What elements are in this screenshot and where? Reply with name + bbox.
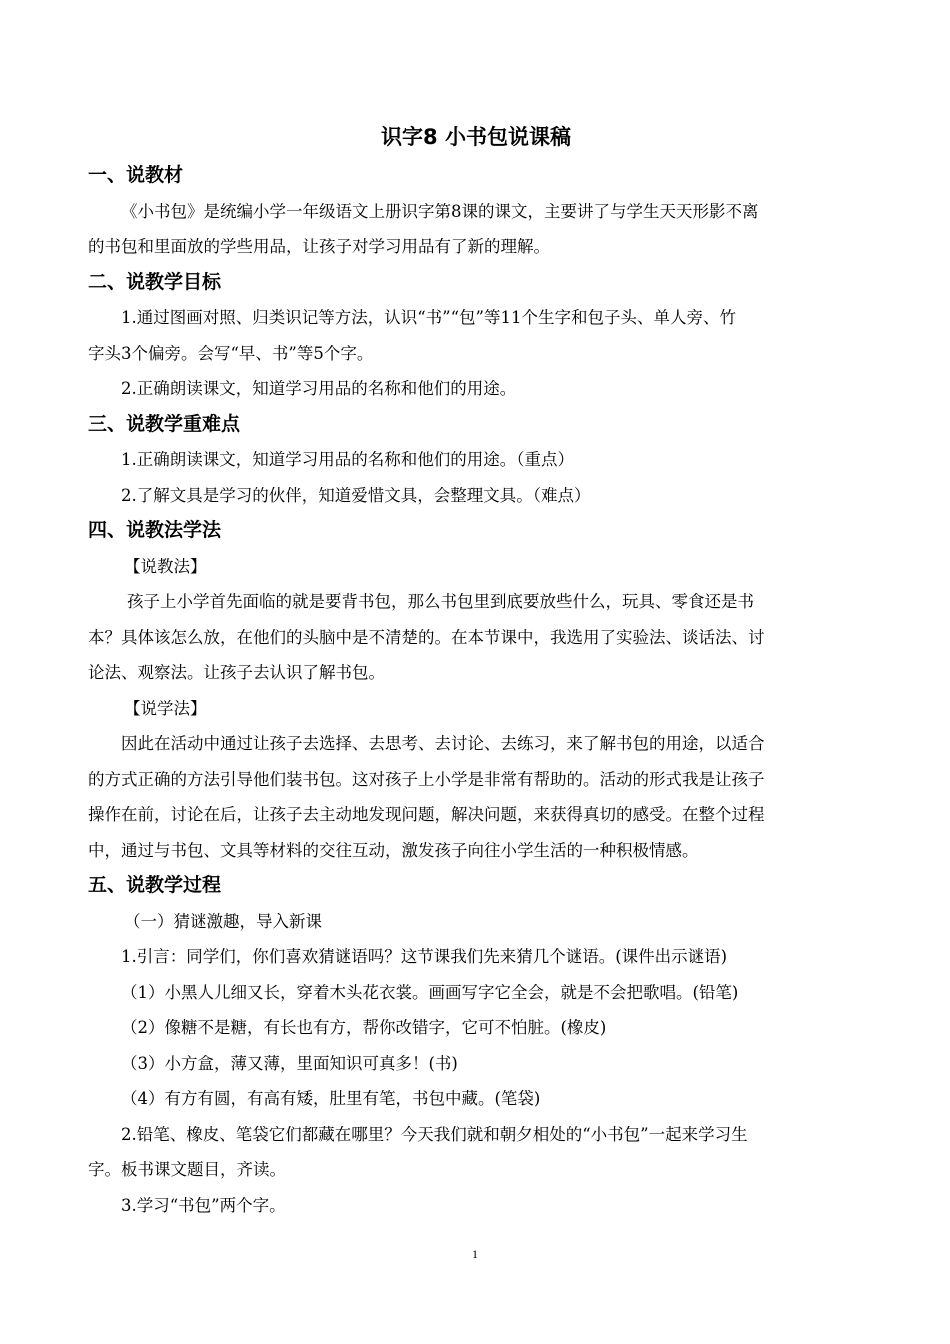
text-line: 中，通过与书包、文具等材料的交往互动，激发孩子向往小学生活的一种积极情感。 <box>88 840 699 860</box>
riddle-line: （2）像糖不是糖，有长也有方，帮你改错字，它可不怕脏。(橡皮) <box>121 1018 607 1037</box>
riddle-line: （3）小方盒，薄又薄，里面知识可真多！(书) <box>121 1053 458 1073</box>
riddle-line: （1）小黑人儿细又长，穿着木头花衣裳。画画写字它全会，就是不会把歌唱。(铅笔) <box>121 982 739 1002</box>
text-line: 论法、观察法。让孩子去认识了解书包。 <box>88 663 385 682</box>
text-line: 字头3个偏旁。会写“早、书”等5个字。 <box>88 343 374 363</box>
text-line: 1.通过图画对照、归类识记等方法，认识“书”“包”等11个生字和包子头、单人旁、竹 <box>121 308 736 327</box>
section-heading: 一、说教材 <box>88 164 184 186</box>
text-line: 的书包和里面放的学些用品，让孩子对学习用品有了新的理解。 <box>88 237 550 256</box>
text-line: 3.学习“书包”两个字。 <box>121 1195 286 1215</box>
section-heading: 二、说教学目标 <box>88 270 222 293</box>
text-line: 《小书包》是统编小学一年级语文上册识字第8课的课文，主要讲了与学生天天形影不离 <box>121 201 759 221</box>
text-line: 的方式正确的方法引导他们装书包。这对孩子上小学是非常有帮助的。活动的形式我是让孩子 <box>88 769 765 789</box>
subheading: （一）猜谜激趣，导入新课 <box>124 911 322 931</box>
document-page <box>88 119 864 1223</box>
text-line: 操作在前，讨论在后，让孩子去主动地发现问题，解决问题，来获得真切的感受。在整个过程 <box>88 805 765 824</box>
text-line: 本？具体该怎么放，在他们的头脑中是不清楚的。在本节课中，我选用了实验法、谈话法、讨 <box>88 627 765 647</box>
section-heading: 四、说教法学法 <box>88 519 222 541</box>
text-line: 1.引言：同学们，你们喜欢猜谜语吗？这节课我们先来猜几个谜语。(课件出示谜语) <box>121 947 728 966</box>
text-line: 因此在活动中通过让孩子去选择、去思考、去讨论、去练习，来了解书包的用途，以适合 <box>121 734 765 753</box>
text-line: 2.了解文具是学习的伙伴，知道爱惜文具，会整理文具。（难点） <box>121 485 591 505</box>
text-line: 2.正确朗读课文，知道学习用品的名称和他们的用途。 <box>121 379 517 398</box>
document-title: 识字8 小书包说课稿 <box>381 125 571 149</box>
text-line: 孩子上小学首先面临的就是要背书包，那么书包里到底要放些什么，玩具、零食还是书 <box>127 592 754 611</box>
text-line: 字。板书课文题目，齐读。 <box>88 1160 286 1179</box>
method-label: 【说教法】 <box>124 556 207 576</box>
method-label: 【说学法】 <box>124 698 207 718</box>
section-heading: 五、说教学过程 <box>88 874 222 896</box>
page-number: 1 <box>472 1247 478 1261</box>
section-heading: 三、说教学重难点 <box>88 412 241 435</box>
riddle-line: （4）有方有圆，有高有矮，肚里有笔，书包中藏。(笔袋) <box>121 1089 541 1108</box>
text-line: 2.铅笔、橡皮、笔袋它们都藏在哪里？今天我们就和朝夕相处的“小书包”一起来学习生 <box>121 1124 748 1144</box>
text-line: 1.正确朗读课文，知道学习用品的名称和他们的用途。（重点） <box>121 450 574 469</box>
